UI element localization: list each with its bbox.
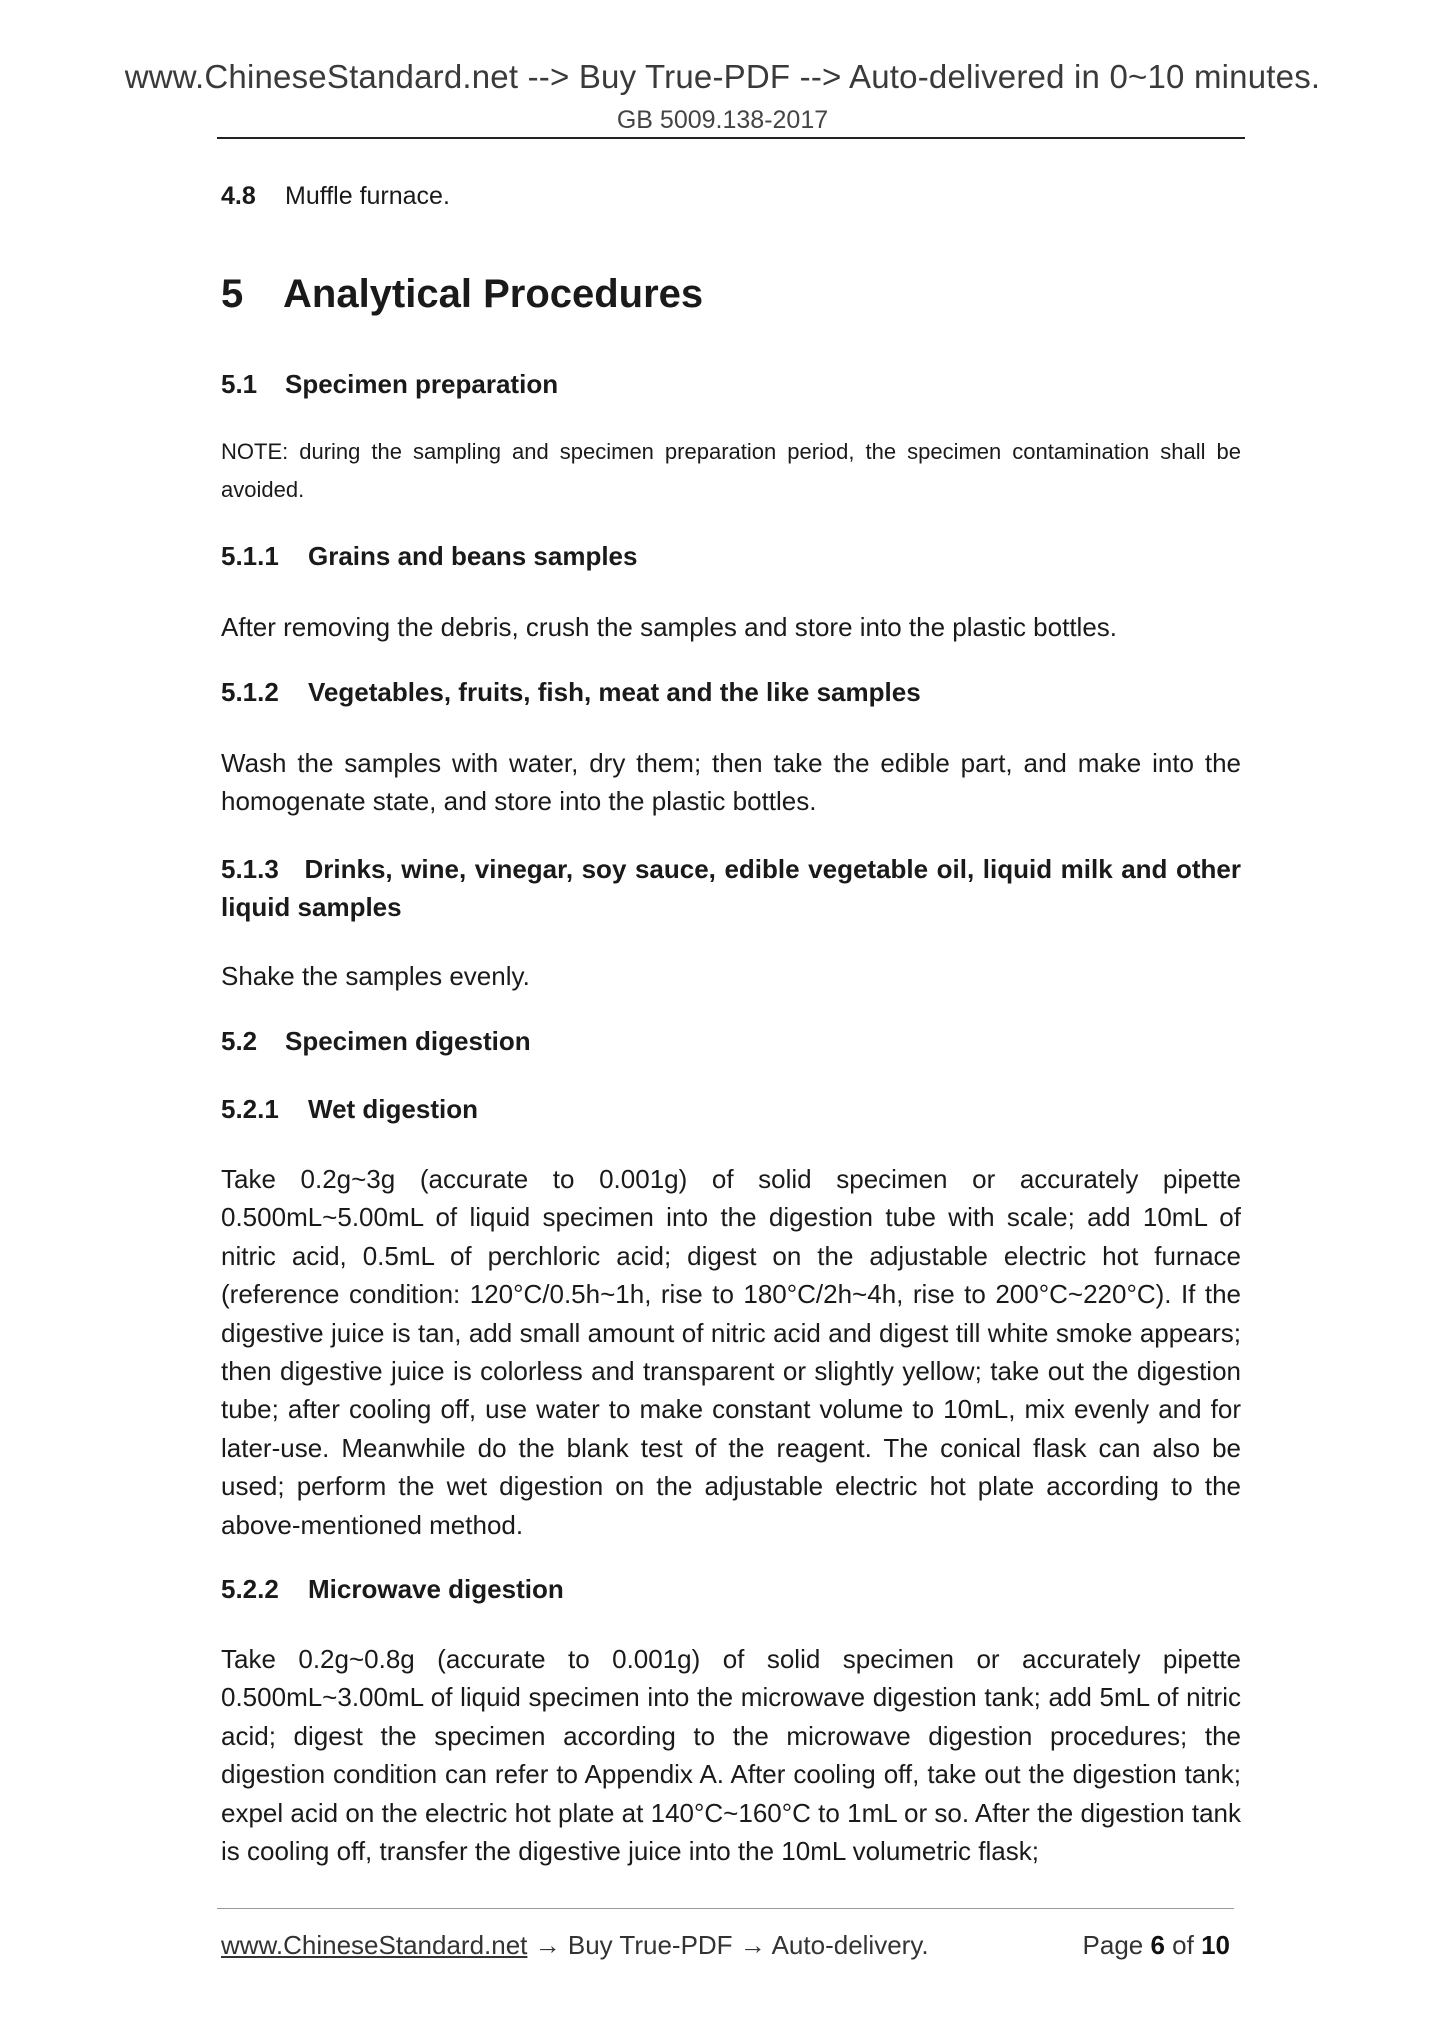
- section-title: Microwave digestion: [308, 1574, 564, 1604]
- section-number: 5.2.1: [221, 1094, 279, 1124]
- section-heading-5-1: [221, 369, 1241, 400]
- section-heading-5-1-3: [221, 850, 1241, 926]
- section-title: Analytical Procedures: [283, 272, 704, 316]
- section-title: Grains and beans samples: [308, 541, 638, 571]
- header-banner: www.ChineseStandard.net --> Buy True-PDF --> Auto-delivered in 0~10 minutes.: [124, 58, 1321, 95]
- section-heading-5-2-1: [221, 1094, 1241, 1125]
- page-of: of: [1164, 1930, 1202, 1960]
- section-number: 5.1.2: [221, 677, 279, 707]
- footer-buy-text: Buy True-PDF: [567, 1930, 733, 1960]
- section-title: Drinks, wine, vinegar, soy sauce, edible vegetable oil, liquid milk and other liquid samples: [221, 854, 1241, 922]
- note-5-1: NOTE: during the sampling and specimen preparation period, the specimen contamination shall be avoided.: [221, 439, 1241, 502]
- item-text: Muffle furnace.: [285, 182, 450, 210]
- paragraph-5-2-1: Take 0.2g~3g (accurate to 0.001g) of solid specimen or accurately pipette 0.500mL~5.00mL of liquid specimen into the digestion tube with scale; add 10mL of nitric acid, 0.5mL of perchloric acid; digest on the adjustable electric hot furnace (reference condition: 120°C/0.5h~1h, rise to 180°C/2h~4h, rise to 200°C~220°C). If the digestive juice is tan, add small amount of nitric acid and digest till white smoke appears; then digestive juice is colorless and transparent or slightly yellow; take out the digestion tube; after cooling off, use water to make constant volume to 10mL, mix evenly and for later-use. Meanwhile do the blank test of the reagent. The conical flask can also be used; perform the wet digestion on the adjustable electric hot plate according to the above-mentioned method.: [221, 1164, 1241, 1540]
- footer-site-link[interactable]: www.ChineseStandard.net: [221, 1930, 528, 1960]
- section-heading-5-1-1: [221, 541, 1241, 572]
- page-number: [1083, 1930, 1230, 1961]
- arrow-icon: →: [527, 1930, 568, 1960]
- section-number: 5: [221, 272, 244, 316]
- page-total: 10: [1201, 1930, 1230, 1960]
- page-current: 6: [1150, 1930, 1165, 1960]
- section-heading-5: [221, 272, 1241, 317]
- section-number: 5.1.1: [221, 541, 279, 571]
- footer-links: [221, 1930, 929, 1961]
- footer-delivery-text: Auto-delivery.: [771, 1930, 929, 1960]
- item-4-8: [221, 182, 1241, 211]
- header-divider: [217, 137, 1245, 139]
- section-heading-5-2: [221, 1026, 1241, 1057]
- section-number: 5.1: [221, 369, 258, 399]
- paragraph-5-1-2: Wash the samples with water, dry them; then take the edible part, and make into the homogenate state, and store into the plastic bottles.: [221, 748, 1241, 817]
- section-title: Vegetables, fruits, fish, meat and the like samples: [308, 677, 921, 707]
- section-heading-5-2-2: [221, 1574, 1241, 1605]
- document-id: GB 5009.138-2017: [616, 106, 829, 134]
- page-prefix: Page: [1082, 1930, 1151, 1960]
- section-title: Specimen preparation: [285, 369, 559, 399]
- footer-divider: [217, 1908, 1234, 1909]
- section-number: 5.1.3: [221, 854, 279, 884]
- paragraph-5-1-1: After removing the debris, crush the samples and store into the plastic bottles.: [221, 612, 1118, 642]
- section-number: 5.2: [221, 1026, 258, 1056]
- section-number: 5.2.2: [221, 1574, 279, 1604]
- paragraph-5-1-3: Shake the samples evenly.: [221, 961, 530, 991]
- section-title: Specimen digestion: [285, 1026, 531, 1056]
- item-number: 4.8: [221, 182, 256, 210]
- arrow-icon: →: [732, 1930, 772, 1960]
- paragraph-5-2-2: Take 0.2g~0.8g (accurate to 0.001g) of solid specimen or accurately pipette 0.500mL~3.00mL of liquid specimen into the microwave digestion tank; add 5mL of nitric acid; digest the specimen according to the microwave digestion procedures; the digestion condition can refer to Appendix A. After cooling off, take out the digestion tank; expel acid on the electric hot plate at 140°C~160°C to 1mL or so. After the digestion tank is cooling off, transfer the digestive juice into the 10mL volumetric flask;: [221, 1644, 1241, 1867]
- section-title: Wet digestion: [308, 1094, 478, 1124]
- section-heading-5-1-2: [221, 677, 1241, 708]
